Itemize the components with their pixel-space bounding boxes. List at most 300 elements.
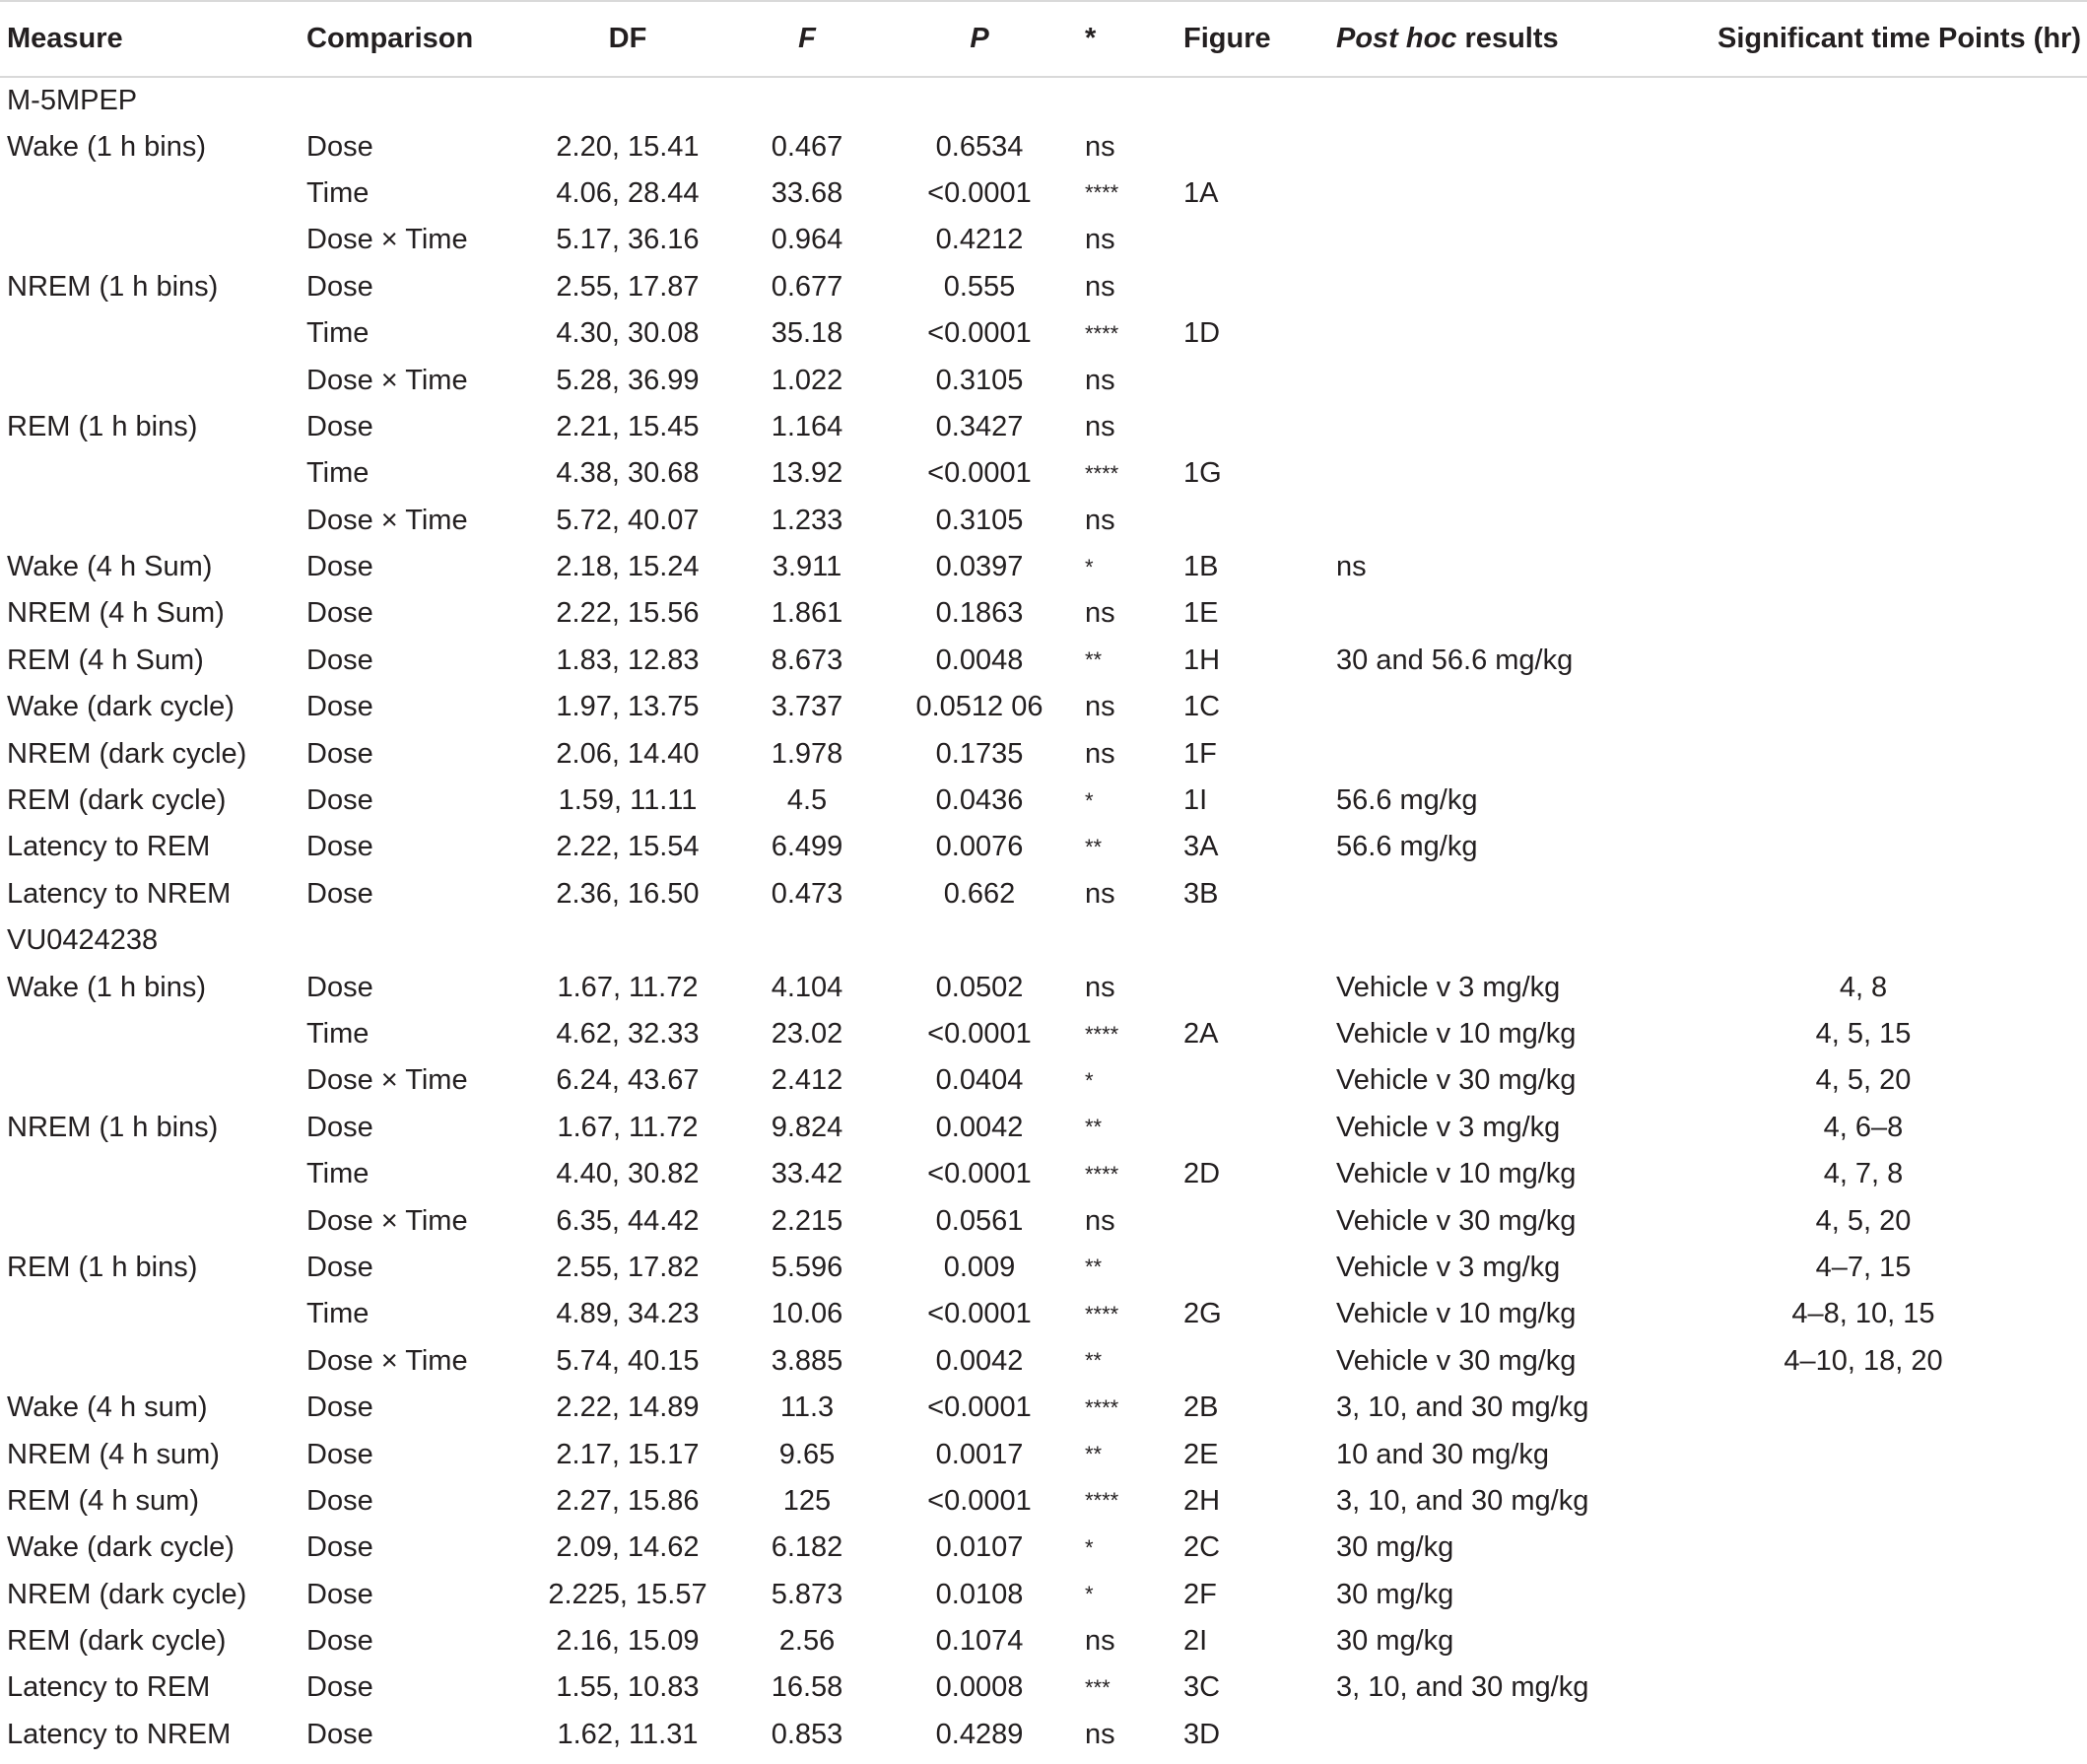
cell-df: 2.225, 15.57 xyxy=(548,1578,707,1610)
cell-post-hoc: 56.6 mg/kg xyxy=(1336,831,1478,863)
cell-figure: 2F xyxy=(1183,1578,1217,1610)
cell-post-hoc xyxy=(1329,450,1640,497)
cell-f: 33.42 xyxy=(771,1158,843,1190)
header-p: P xyxy=(881,1,1078,77)
table-row xyxy=(0,404,2087,450)
cell-p: 0.0048 xyxy=(935,644,1024,676)
cell-post-hoc: Vehicle v 30 mg/kg xyxy=(1336,1204,1577,1237)
cell-post-hoc xyxy=(1329,498,1640,544)
table-row xyxy=(0,357,2087,403)
cell-post-hoc: Vehicle v 10 mg/kg xyxy=(1336,1298,1577,1330)
cell-p: 0.1074 xyxy=(935,1625,1024,1658)
cell-comparison: Dose xyxy=(306,1391,373,1424)
cell-measure: NREM (4 h sum) xyxy=(7,1438,220,1470)
header-comparison: Comparison xyxy=(300,1,522,77)
cell-df: 5.74, 40.15 xyxy=(556,1344,700,1377)
table-row xyxy=(0,778,2087,824)
cell-post-hoc xyxy=(1329,123,1640,170)
cell-df: 2.55, 17.82 xyxy=(556,1251,700,1283)
cell-comparison: Dose xyxy=(306,1111,373,1143)
cell-f: 0.853 xyxy=(771,1718,843,1750)
cell-significance: **** xyxy=(1085,1161,1119,1187)
cell-figure: 2D xyxy=(1183,1158,1221,1190)
table-row xyxy=(0,1478,2087,1525)
cell-f: 0.677 xyxy=(771,270,843,303)
cell-measure xyxy=(0,310,300,357)
cell-p: 0.0502 xyxy=(935,971,1024,1003)
cell-f: 4.5 xyxy=(786,784,828,817)
cell-significance: ns xyxy=(1085,270,1115,303)
cell-measure xyxy=(0,450,300,497)
cell-post-hoc xyxy=(1329,404,1640,450)
cell-df: 1.83, 12.83 xyxy=(556,644,700,676)
cell-figure: 2I xyxy=(1183,1625,1208,1658)
cell-post-hoc xyxy=(1329,357,1640,403)
cell-f: 16.58 xyxy=(771,1671,843,1704)
cell-significance: ns xyxy=(1085,1718,1115,1750)
cell-f: 3.911 xyxy=(772,551,842,583)
cell-time-points xyxy=(1640,590,2087,637)
table-row xyxy=(0,590,2087,637)
cell-p: 0.662 xyxy=(943,877,1016,910)
cell-p: 0.3427 xyxy=(935,410,1024,442)
cell-comparison: Time xyxy=(306,176,370,209)
cell-df: 2.22, 15.54 xyxy=(556,831,700,863)
cell-df: 2.16, 15.09 xyxy=(556,1625,700,1658)
cell-post-hoc: Vehicle v 3 mg/kg xyxy=(1336,1251,1561,1283)
cell-f: 10.06 xyxy=(771,1298,843,1330)
table-row xyxy=(0,1431,2087,1477)
cell-figure xyxy=(1177,1057,1329,1104)
cell-time-points xyxy=(1640,1478,2087,1525)
cell-time-points xyxy=(1640,357,2087,403)
cell-time-points xyxy=(1640,871,2087,917)
cell-post-hoc xyxy=(1329,1712,1640,1758)
cell-comparison: Dose xyxy=(306,644,373,676)
cell-time-points xyxy=(1640,684,2087,730)
cell-df: 2.55, 17.87 xyxy=(556,270,700,303)
header-f: F xyxy=(733,1,881,77)
cell-f: 1.978 xyxy=(771,737,843,770)
cell-f: 4.104 xyxy=(771,971,843,1003)
cell-time-points xyxy=(1640,264,2087,310)
cell-p: 0.6534 xyxy=(935,130,1024,163)
table-row xyxy=(0,264,2087,310)
table-row xyxy=(0,1011,2087,1057)
cell-figure: 1E xyxy=(1183,597,1219,630)
cell-comparison: Dose × Time xyxy=(306,1344,468,1377)
cell-figure: 1I xyxy=(1183,784,1208,817)
cell-significance: ns xyxy=(1085,737,1115,770)
cell-time-points xyxy=(1640,1618,2087,1664)
cell-significance: ** xyxy=(1085,1115,1103,1140)
cell-p: 0.3105 xyxy=(935,364,1024,396)
cell-significance: ** xyxy=(1085,1348,1103,1374)
cell-df: 5.17, 36.16 xyxy=(556,224,700,256)
table-row xyxy=(0,1572,2087,1618)
cell-f: 9.65 xyxy=(778,1438,836,1470)
table-body xyxy=(0,77,2087,1758)
cell-figure xyxy=(1177,1245,1329,1291)
cell-time-points xyxy=(1640,310,2087,357)
cell-f: 13.92 xyxy=(771,457,843,490)
header-significance: * xyxy=(1078,1,1177,77)
cell-comparison: Dose xyxy=(306,270,373,303)
cell-significance: ns xyxy=(1085,504,1115,536)
cell-measure: REM (dark cycle) xyxy=(7,784,227,817)
cell-comparison: Dose xyxy=(306,1671,373,1704)
cell-measure: NREM (dark cycle) xyxy=(7,737,247,770)
cell-time-points: 4, 5, 15 xyxy=(1815,1018,1912,1050)
cell-p: <0.0001 xyxy=(927,1018,1032,1050)
cell-post-hoc: 30 mg/kg xyxy=(1336,1625,1454,1658)
cell-figure xyxy=(1177,123,1329,170)
cell-significance: * xyxy=(1085,1534,1094,1560)
cell-p: 0.1863 xyxy=(935,597,1024,630)
cell-measure xyxy=(0,1197,300,1244)
cell-p: <0.0001 xyxy=(927,457,1032,490)
cell-measure xyxy=(0,217,300,263)
cell-significance: ns xyxy=(1085,130,1115,163)
cell-f: 1.861 xyxy=(771,597,843,630)
cell-comparison: Dose xyxy=(306,784,373,817)
cell-post-hoc: 3, 10, and 30 mg/kg xyxy=(1336,1391,1589,1424)
cell-f: 1.022 xyxy=(771,364,843,396)
cell-post-hoc xyxy=(1329,590,1640,637)
cell-significance: * xyxy=(1085,554,1094,579)
cell-f: 3.885 xyxy=(771,1344,843,1377)
cell-df: 1.67, 11.72 xyxy=(557,1111,699,1143)
cell-p: 0.0397 xyxy=(935,551,1024,583)
cell-post-hoc: 3, 10, and 30 mg/kg xyxy=(1336,1671,1589,1704)
cell-time-points xyxy=(1640,638,2087,684)
cell-df: 4.38, 30.68 xyxy=(556,457,700,490)
cell-comparison: Dose xyxy=(306,1718,373,1750)
cell-df: 2.27, 15.86 xyxy=(556,1484,700,1517)
cell-comparison: Dose × Time xyxy=(306,364,468,396)
cell-figure: 2A xyxy=(1183,1018,1219,1050)
cell-figure: 1B xyxy=(1183,551,1219,583)
cell-df: 1.97, 13.75 xyxy=(556,691,700,723)
table-row xyxy=(0,638,2087,684)
cell-figure: 1D xyxy=(1183,317,1221,350)
table-row xyxy=(0,1245,2087,1291)
cell-significance: ns xyxy=(1085,364,1115,396)
cell-post-hoc: 56.6 mg/kg xyxy=(1336,784,1478,817)
cell-post-hoc: Vehicle v 30 mg/kg xyxy=(1336,1064,1577,1097)
cell-comparison: Dose xyxy=(306,971,373,1003)
cell-significance: *** xyxy=(1085,1674,1111,1700)
cell-figure: 2G xyxy=(1183,1298,1222,1330)
cell-comparison: Time xyxy=(306,317,370,350)
cell-comparison: Dose xyxy=(306,1438,373,1470)
cell-p: 0.0436 xyxy=(935,784,1024,817)
cell-post-hoc: Vehicle v 30 mg/kg xyxy=(1336,1344,1577,1377)
cell-measure: NREM (dark cycle) xyxy=(7,1578,247,1610)
cell-figure xyxy=(1177,964,1329,1010)
section-header-row xyxy=(0,77,2087,123)
cell-post-hoc: 3, 10, and 30 mg/kg xyxy=(1336,1484,1589,1517)
header-post-hoc: Post hoc results xyxy=(1329,1,1640,77)
cell-comparison: Dose × Time xyxy=(306,1064,468,1097)
header-time-points: Significant time Points (hr) xyxy=(1640,1,2087,77)
cell-df: 2.22, 14.89 xyxy=(556,1391,700,1424)
cell-f: 0.467 xyxy=(771,130,843,163)
cell-measure: Latency to NREM xyxy=(7,1718,232,1750)
cell-comparison: Dose xyxy=(306,691,373,723)
table-row xyxy=(0,544,2087,590)
cell-df: 2.18, 15.24 xyxy=(556,551,700,583)
cell-df: 2.17, 15.17 xyxy=(556,1438,700,1470)
cell-p: <0.0001 xyxy=(927,317,1032,350)
cell-time-points: 4, 5, 20 xyxy=(1815,1064,1912,1097)
cell-time-points xyxy=(1640,824,2087,870)
cell-df: 4.06, 28.44 xyxy=(556,176,700,209)
cell-p: 0.0107 xyxy=(935,1531,1024,1564)
cell-f: 6.182 xyxy=(771,1531,843,1564)
cell-figure: 1C xyxy=(1183,691,1221,723)
cell-measure: Wake (4 h sum) xyxy=(7,1391,208,1424)
cell-significance: **** xyxy=(1085,460,1119,486)
table-row xyxy=(0,498,2087,544)
cell-figure: 2E xyxy=(1183,1438,1219,1470)
table-row xyxy=(0,1057,2087,1104)
cell-comparison: Time xyxy=(306,1158,370,1190)
cell-time-points xyxy=(1640,1664,2087,1711)
cell-figure: 3A xyxy=(1183,831,1219,863)
cell-figure: 2B xyxy=(1183,1391,1219,1424)
cell-f: 6.499 xyxy=(771,831,843,863)
cell-post-hoc: Vehicle v 10 mg/kg xyxy=(1336,1018,1577,1050)
cell-p: <0.0001 xyxy=(927,176,1032,209)
cell-comparison: Time xyxy=(306,457,370,490)
cell-measure: REM (dark cycle) xyxy=(7,1625,227,1658)
cell-post-hoc xyxy=(1329,684,1640,730)
cell-post-hoc xyxy=(1329,217,1640,263)
cell-comparison: Dose xyxy=(306,737,373,770)
cell-measure xyxy=(0,498,300,544)
table-row xyxy=(0,1664,2087,1711)
cell-p: <0.0001 xyxy=(927,1391,1032,1424)
cell-f: 33.68 xyxy=(771,176,843,209)
cell-f: 35.18 xyxy=(771,317,843,350)
table-row xyxy=(0,217,2087,263)
cell-df: 1.55, 10.83 xyxy=(556,1671,700,1704)
cell-figure: 1H xyxy=(1183,644,1221,676)
cell-post-hoc: 30 and 56.6 mg/kg xyxy=(1336,644,1574,676)
cell-figure xyxy=(1177,1105,1329,1151)
cell-time-points: 4–10, 18, 20 xyxy=(1784,1344,1943,1377)
cell-df: 5.72, 40.07 xyxy=(556,504,700,536)
cell-figure xyxy=(1177,404,1329,450)
cell-p: 0.555 xyxy=(943,270,1016,303)
cell-comparison: Dose xyxy=(306,1578,373,1610)
table-row xyxy=(0,871,2087,917)
cell-figure: 3B xyxy=(1183,877,1219,910)
cell-post-hoc xyxy=(1329,310,1640,357)
cell-comparison: Dose × Time xyxy=(306,504,468,536)
cell-measure: Latency to REM xyxy=(7,831,211,863)
cell-significance: **** xyxy=(1085,1301,1119,1326)
cell-time-points xyxy=(1640,404,2087,450)
cell-post-hoc xyxy=(1329,871,1640,917)
cell-post-hoc: ns xyxy=(1336,551,1367,583)
cell-measure: Latency to REM xyxy=(7,1671,211,1704)
cell-df: 4.40, 30.82 xyxy=(556,1158,700,1190)
cell-post-hoc: 10 and 30 mg/kg xyxy=(1336,1438,1550,1470)
cell-post-hoc: Vehicle v 3 mg/kg xyxy=(1336,1111,1561,1143)
cell-df: 4.30, 30.08 xyxy=(556,317,700,350)
table-row xyxy=(0,1385,2087,1431)
table-row xyxy=(0,1525,2087,1571)
cell-time-points xyxy=(1640,498,2087,544)
table-row xyxy=(0,1151,2087,1197)
cell-measure: Wake (1 h bins) xyxy=(7,130,206,163)
cell-p: 0.0042 xyxy=(935,1344,1024,1377)
cell-measure: REM (1 h bins) xyxy=(7,410,198,442)
cell-post-hoc: 30 mg/kg xyxy=(1336,1531,1454,1564)
cell-time-points xyxy=(1640,1572,2087,1618)
table-row xyxy=(0,1712,2087,1758)
cell-post-hoc xyxy=(1329,170,1640,217)
cell-figure xyxy=(1177,498,1329,544)
section-title: M-5MPEP xyxy=(7,84,138,116)
cell-df: 2.09, 14.62 xyxy=(556,1531,700,1564)
cell-p: <0.0001 xyxy=(927,1484,1032,1517)
cell-measure xyxy=(0,1011,300,1057)
section-header-row xyxy=(0,917,2087,964)
cell-f: 5.596 xyxy=(771,1251,843,1283)
cell-post-hoc xyxy=(1329,264,1640,310)
cell-time-points xyxy=(1640,1431,2087,1477)
cell-comparison: Dose xyxy=(306,1484,373,1517)
cell-df: 2.36, 16.50 xyxy=(556,877,700,910)
cell-f: 2.56 xyxy=(778,1625,836,1658)
cell-comparison: Dose × Time xyxy=(306,224,468,256)
cell-p: <0.0001 xyxy=(927,1158,1032,1190)
cell-comparison: Dose × Time xyxy=(306,1204,468,1237)
cell-f: 2.215 xyxy=(771,1204,843,1237)
cell-significance: ns xyxy=(1085,597,1115,630)
cell-p: 0.3105 xyxy=(935,504,1024,536)
table-row xyxy=(0,1105,2087,1151)
cell-p: 0.0076 xyxy=(935,831,1024,863)
cell-figure: 2H xyxy=(1183,1484,1221,1517)
cell-p: 0.1735 xyxy=(935,737,1024,770)
cell-comparison: Time xyxy=(306,1018,370,1050)
cell-f: 5.873 xyxy=(771,1578,843,1610)
cell-df: 6.24, 43.67 xyxy=(556,1064,700,1097)
table-row xyxy=(0,1197,2087,1244)
cell-comparison: Dose xyxy=(306,831,373,863)
cell-f: 0.964 xyxy=(771,224,843,256)
cell-df: 2.21, 15.45 xyxy=(556,410,700,442)
cell-significance: * xyxy=(1085,1582,1094,1607)
cell-time-points: 4, 7, 8 xyxy=(1823,1158,1904,1190)
cell-p: 0.4212 xyxy=(935,224,1024,256)
cell-significance: **** xyxy=(1085,320,1119,346)
table-row xyxy=(0,1291,2087,1337)
cell-p: 0.0108 xyxy=(935,1578,1024,1610)
cell-p: 0.0561 xyxy=(935,1204,1024,1237)
cell-measure: NREM (1 h bins) xyxy=(7,270,219,303)
cell-figure: 1F xyxy=(1183,737,1217,770)
cell-comparison: Dose xyxy=(306,877,373,910)
cell-measure: REM (4 h sum) xyxy=(7,1484,199,1517)
cell-time-points xyxy=(1640,450,2087,497)
cell-p: 0.0017 xyxy=(935,1438,1024,1470)
cell-figure xyxy=(1177,357,1329,403)
table-row xyxy=(0,964,2087,1010)
cell-post-hoc xyxy=(1329,730,1640,777)
cell-df: 4.62, 32.33 xyxy=(556,1018,700,1050)
cell-f: 9.824 xyxy=(771,1111,843,1143)
cell-p: <0.0001 xyxy=(927,1298,1032,1330)
cell-time-points: 4, 8 xyxy=(1839,971,1888,1003)
cell-measure: REM (4 h Sum) xyxy=(7,644,204,676)
cell-f: 8.673 xyxy=(771,644,843,676)
table-row xyxy=(0,730,2087,777)
cell-measure: Wake (4 h Sum) xyxy=(7,551,213,583)
cell-significance: ** xyxy=(1085,834,1103,859)
section-title: VU0424238 xyxy=(7,924,159,957)
cell-time-points xyxy=(1640,123,2087,170)
cell-significance: ns xyxy=(1085,1625,1115,1658)
cell-comparison: Dose xyxy=(306,1531,373,1564)
header-figure: Figure xyxy=(1177,1,1329,77)
cell-time-points xyxy=(1640,1712,2087,1758)
cell-time-points: 4–7, 15 xyxy=(1815,1251,1912,1283)
cell-significance: ** xyxy=(1085,1255,1103,1280)
table-row xyxy=(0,450,2087,497)
table-row xyxy=(0,684,2087,730)
cell-comparison: Dose xyxy=(306,1251,373,1283)
cell-df: 1.59, 11.11 xyxy=(558,784,698,817)
cell-significance: **** xyxy=(1085,1021,1119,1047)
table-row xyxy=(0,1338,2087,1385)
cell-p: 0.0512 06 xyxy=(915,691,1044,723)
cell-significance: **** xyxy=(1085,1394,1119,1420)
table-row xyxy=(0,824,2087,870)
cell-significance: ns xyxy=(1085,691,1115,723)
cell-significance: * xyxy=(1085,1067,1094,1093)
cell-significance: ns xyxy=(1085,877,1115,910)
cell-time-points: 4, 6–8 xyxy=(1823,1111,1904,1143)
cell-measure xyxy=(0,357,300,403)
cell-f: 3.737 xyxy=(771,691,843,723)
cell-significance: ns xyxy=(1085,971,1115,1003)
cell-significance: **** xyxy=(1085,1488,1119,1514)
cell-post-hoc: Vehicle v 10 mg/kg xyxy=(1336,1158,1577,1190)
cell-df: 1.62, 11.31 xyxy=(557,1718,699,1750)
cell-comparison: Dose xyxy=(306,1625,373,1658)
cell-measure xyxy=(0,170,300,217)
cell-time-points xyxy=(1640,1525,2087,1571)
cell-measure: Wake (dark cycle) xyxy=(7,1531,235,1564)
table-row xyxy=(0,123,2087,170)
cell-comparison: Dose xyxy=(306,597,373,630)
cell-measure: NREM (1 h bins) xyxy=(7,1111,219,1143)
cell-figure xyxy=(1177,264,1329,310)
table-row xyxy=(0,1618,2087,1664)
cell-comparison: Dose xyxy=(306,551,373,583)
cell-measure: NREM (4 h Sum) xyxy=(7,597,225,630)
cell-time-points xyxy=(1640,730,2087,777)
cell-significance: ** xyxy=(1085,1442,1103,1467)
cell-measure: Wake (1 h bins) xyxy=(7,971,206,1003)
cell-significance: ns xyxy=(1085,410,1115,442)
table-row xyxy=(0,310,2087,357)
